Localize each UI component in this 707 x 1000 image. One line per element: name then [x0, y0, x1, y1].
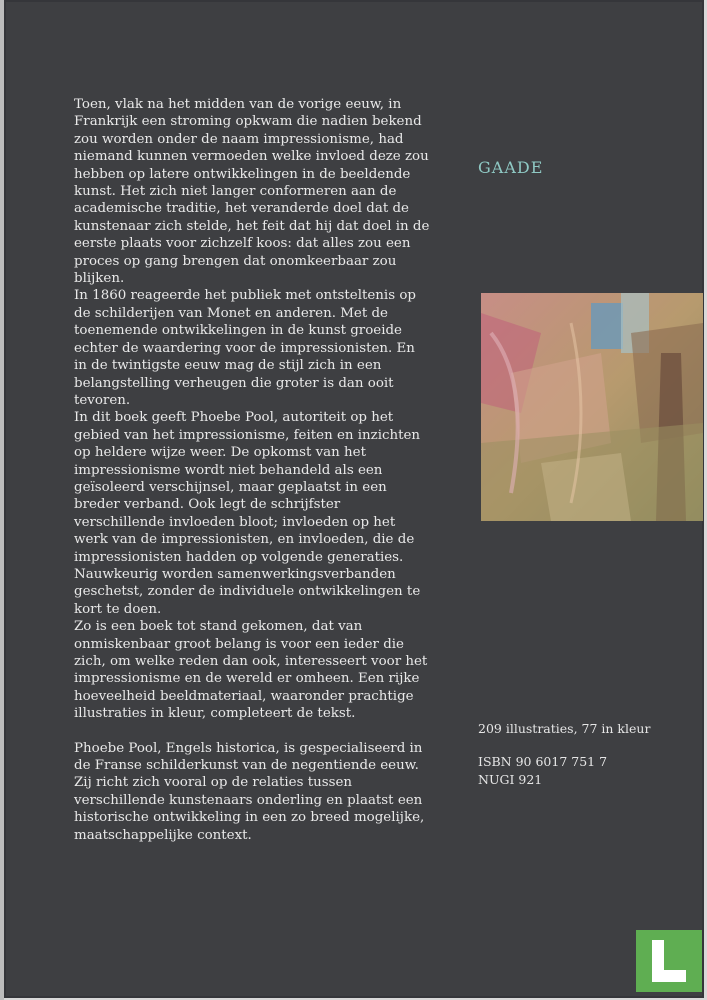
paragraph-1: Toen, vlak na het midden van de vorige eeuw, in Frankrijk een stroming opkwam die nadien bekend zou worden onder de naam impressionisme, had niemand kunnen vermoeden welke invloed deze zou hebben op latere ontwikkelingen in de beeldende kunst. Het zich niet langer conformeren aan de academische traditie, het veranderde doel dat de kunstenaar zich stelde, het feit dat hij dat doel in de eerste plaats voor zichzelf koos: dat alles zou een proces op gang brengen dat onomkeerbaar zou blijken.	[74, 97, 430, 287]
blurb-text	[74, 96, 432, 844]
lastdodo-logo-icon	[636, 930, 702, 992]
paragraph-2: In 1860 reageerde het publiek met ontsteltenis op de schilderijen van Monet en anderen. Met de toenemende ontwikkelingen in de kunst groeide echter de waardering voor de impressionisten. En in de twintigste eeuw mag de stijl zich in een belangstelling verheugen die groter is dan ooit tevoren.	[74, 288, 416, 408]
painting-detail	[481, 293, 703, 521]
isbn-number: ISBN 90 6017 751 7	[478, 754, 608, 769]
nugi-code: NUGI 921	[478, 772, 543, 787]
paragraph-4: Zo is een boek tot stand gekomen, dat van onmiskenbaar groot belang is voor een ieder die zich, om welke reden dan ook, interesseert voor het impressionisme en de wereld er omheen. Een rijke hoeveelheid beeldmateriaal, waaronder prachtige illustraties in kleur, completeert de tekst.	[74, 619, 428, 722]
illustrations-note: 209 illustraties, 77 in kleur	[478, 721, 651, 736]
publisher-name: GAADE	[478, 158, 544, 177]
painting-image	[481, 293, 703, 521]
author-bio: Phoebe Pool, Engels historica, is gespecialiseerd in de Franse schilderkunst van de negentiende eeuw. Zij richt zich vooral op de relaties tussen verschillende kunstenaars onderling en plaatst een historische ontwikkeling in een zo breed mogelijke, maatschappelijke context.	[74, 740, 425, 843]
paragraph-3: In dit boek geeft Phoebe Pool, autoriteit op het gebied van het impressionisme, feiten en inzichten op heldere wijze weer. De opkomst van het impressionisme wordt niet behandeld als een geïsoleerd verschijnsel, maar geplaatst in een breder verband. Ook legt de schrijfster verschillende invloeden bloot; invloeden op het werk van de impressionisten, en invloeden, die de impressionisten hadden op volgende generaties. Nauwkeurig worden samenwerkingsverbanden geschetst, zonder de individuele ontwikkelingen te kort te doen.	[74, 410, 421, 617]
